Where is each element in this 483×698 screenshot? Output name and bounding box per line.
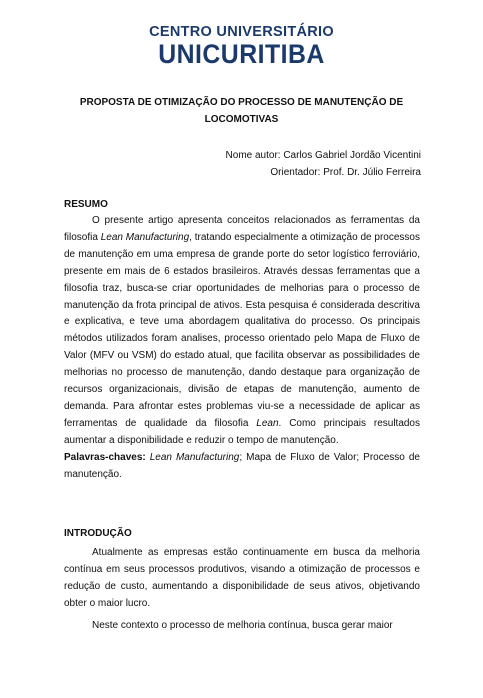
title-line-1: PROPOSTA DE OTIMIZAÇÃO DO PROCESSO DE MANUTENÇÃO DE — [79, 97, 404, 108]
resumo-text-3: . Como principais resultados aumentar a disponibilidade e reduzir o tempo de manutenção. — [64, 417, 420, 446]
introducao-paragraph-1: Atualmente as empresas estão continuamente em busca da melhoria contínua em seus processos produtivos, visando a otimização de processos e redução de custo, aumentando a disponibilidade de seus ativos, objetivando obter o maior lucro. — [64, 547, 420, 609]
resumo-text-1: O presente artigo apresenta conceitos relacionados as ferramentas da filosofia — [64, 215, 420, 243]
keywords-line — [64, 450, 420, 484]
resumo-text-2: , tratando especialmente a otimização de processos de manutenção em uma empresa de grande porte do setor logístico ferroviário, presente em mais de 6 estados brasileiros. Através dessas ferramentas que a filosofia traz, busca-se criar oportunidades de melhorias para o processo de manutenção da frota principal de ativos. Esta pesquisa é considerada descritiva e explicativa, e teve uma abordagem qualitativa do processo. Os principais métodos utilizados foram analises, processo orientado pelo Mapa de Fluxo de Valor (MFV ou VSM) do estado atual, que facilita observar as possibilidades de melhorias no processo de manutenção, dando destaque para organização de recursos organizacionais, divisão de etapas de manutenção, aumento de demanda. Para afrontar estes problemas viu-se a necessidade de aplicar as ferramentas de qualidade da filosofia — [64, 231, 420, 429]
keywords-label: Palavras-chaves: — [64, 451, 146, 463]
institution-logo — [0, 24, 483, 68]
author-block — [226, 147, 421, 181]
logo-line-2: UNICURITIBA — [158, 39, 325, 69]
title-line-2: LOCOMOTIVAS — [204, 114, 279, 125]
lean-term: Lean — [256, 417, 279, 429]
keywords-term: Lean Manufacturing — [149, 451, 240, 463]
logo-line-1: CENTRO UNIVERSITÁRIO — [149, 24, 334, 40]
author-name: Nome autor: Carlos Gabriel Jordão Vicentini — [225, 150, 421, 161]
paper-title — [60, 94, 423, 128]
introducao-heading: INTRODUÇÃO — [64, 528, 132, 539]
introducao-body — [64, 545, 420, 635]
resumo-body — [64, 213, 420, 484]
lean-manufacturing-term: Lean Manufacturing — [100, 231, 190, 243]
resumo-heading: RESUMO — [64, 199, 108, 210]
resumo-paragraph — [64, 213, 420, 450]
advisor-name: Orientador: Prof. Dr. Júlio Ferreira — [270, 167, 421, 178]
keywords-rest: ; Mapa de Fluxo de Valor; Processo de manutenção. — [64, 451, 420, 480]
introducao-paragraph-2: Neste contexto o processo de melhoria contínua, busca gerar maior — [92, 619, 393, 631]
